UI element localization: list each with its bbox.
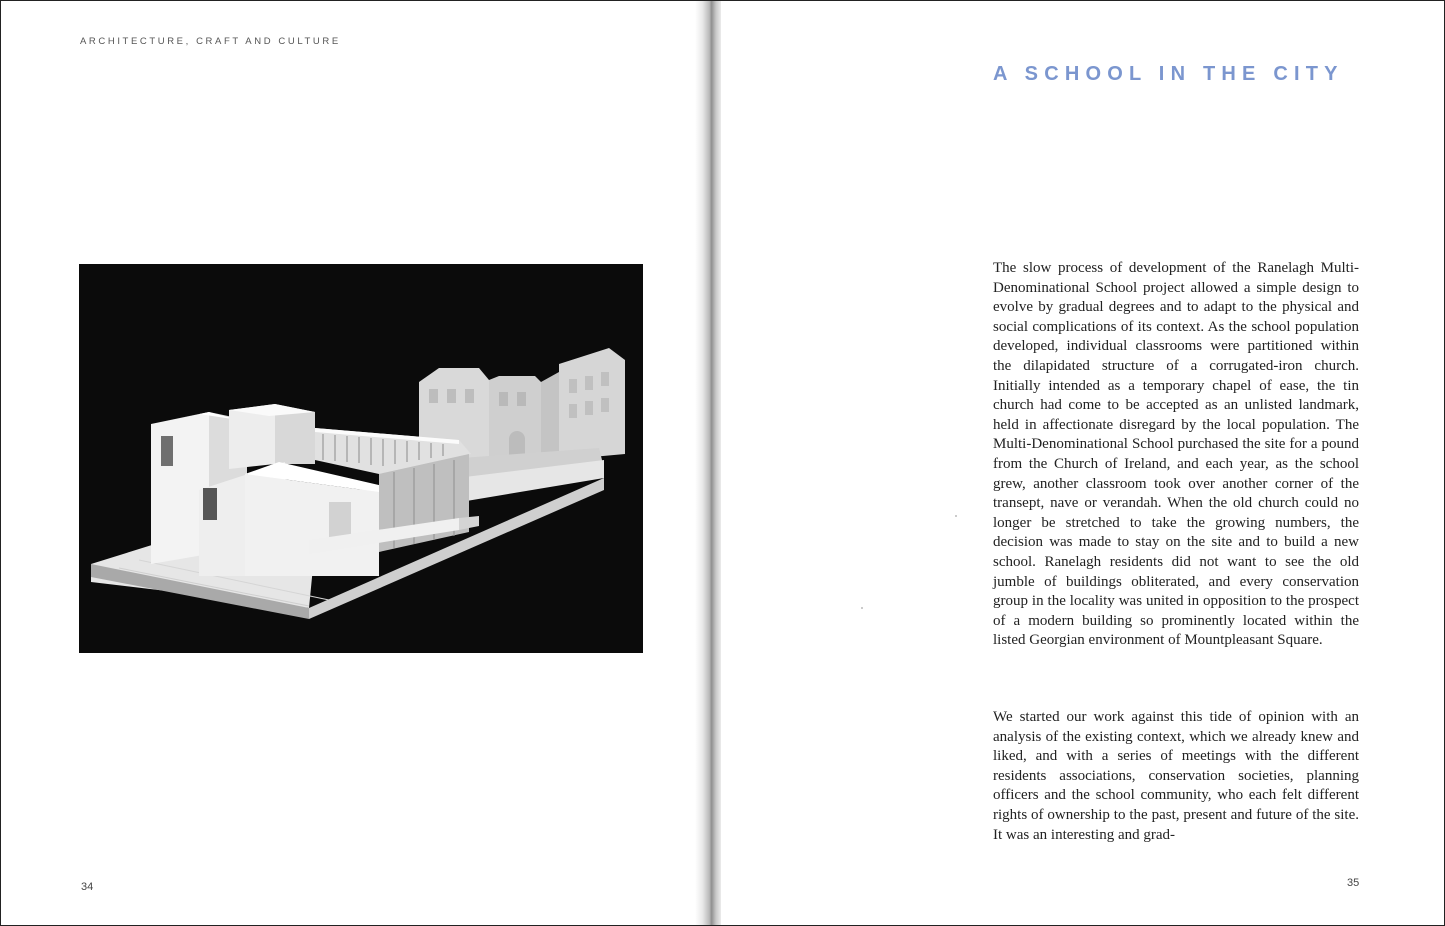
paper-speck (861, 607, 863, 609)
running-head: ARCHITECTURE, CRAFT AND CULTURE (80, 36, 341, 47)
page-number-right: 35 (1347, 877, 1360, 889)
left-page (1, 1, 707, 925)
page-number-left: 34 (81, 881, 94, 893)
chapter-title: A SCHOOL IN THE CITY (993, 63, 1344, 85)
body-paragraph: We started our work against this tide of opinion with an analysis of the existing context, which we already knew and liked, and with a series of meetings with the different residents associations, conservation societies, planning officers and the school community, who each felt different rights of ownership to the past, present and future of the site. It was an interesting and grad- (993, 709, 1359, 843)
architectural-model-photo (79, 264, 643, 653)
right-page (721, 1, 1444, 925)
paper-speck (955, 515, 957, 517)
body-paragraph: The slow process of development of the Ranelagh Multi-Denominational School project allowed a simple design to evolve by gradual degrees and to adapt to the physical and social complications of its context. As the school population developed, individual classrooms were partitioned within the dilapidated structure of a corrugated-iron church. Initially intended as a temporary chapel of ease, the tin church had come to be accepted as an unlisted landmark, held in affectionate disregard by the local population. The Multi-Denominational School purchased the site for a pound from the Church of Ireland, and each year, as the school grew, another classroom took over another corner of the transept, nave or verandah. When the old church could no longer be stretched to take the growing numbers, the decision was made to stay on the site and to build a new school. Ranelagh residents did not want to see the old jumble of buildings obliterated, and every conservation group in the locality was united in opposition to the prospect of a modern building so prominently located within the listed Georgian environment of Mountpleasant Square. (993, 260, 1359, 649)
model-illustration (79, 264, 643, 653)
